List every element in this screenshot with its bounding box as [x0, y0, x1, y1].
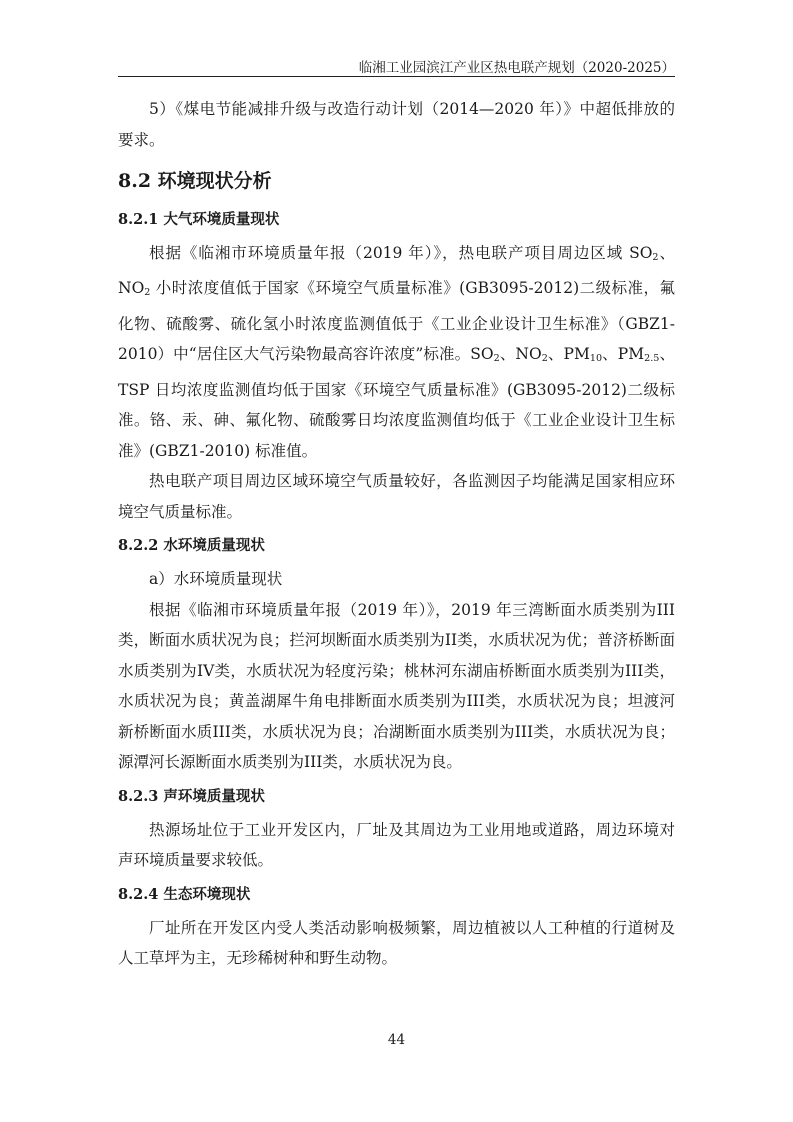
text-run: 、PM [547, 345, 590, 364]
subsection-heading-8-2-1: 8.2.1 大气环境质量现状 [118, 211, 280, 228]
document-body [118, 94, 675, 974]
text-run: 、TSP 日均浓度监测值均低于国家《环境空气质量标准》(GB3095-2012)二级标准。铬、汞、砷、氟化物、硫酸雾日均浓度监测值均低于《工业企业设计卫生标准》(GBZ1-2010) 标准值。 [118, 345, 675, 460]
paragraph-air-summary: 热电联产项目周边区域环境空气质量较好，各监测因子均能满足国家相应环境空气质量标准。 [118, 472, 675, 521]
running-header-title: 临湘工业园滨江产业区热电联产规划（2020-2025） [358, 60, 675, 76]
subscript: 2 [652, 251, 659, 263]
header-divider [118, 76, 675, 77]
text-run: 、NO [499, 345, 542, 364]
section-heading-8-2: 8.2 环境现状分析 [118, 170, 272, 192]
paragraph-water-item-a: a）水环境质量现状 [149, 570, 283, 589]
paragraph-noise: 热源场址位于工业开发区内，厂址及其周边为工业用地或道路，周边环境对声环境质量要求较低。 [118, 820, 675, 870]
text-run: 、PM [602, 345, 645, 364]
subsection-heading-8-2-2: 8.2.2 水环境质量现状 [118, 537, 265, 555]
paragraph-ecology: 厂址所在开发区内受人类活动影响极频繁，周边植被以人工种植的行道树及人工草坪为主，无珍稀树种和野生动物。 [118, 918, 675, 968]
text-run: 、NO [118, 244, 675, 298]
page-number: 44 [387, 1032, 406, 1048]
subscript: 2 [541, 353, 548, 365]
subscript: 2 [493, 353, 500, 365]
subsection-heading-8-2-4: 8.2.4 生态环境现状 [118, 885, 251, 903]
text-run: 根据《临湘市环境质量年报（2019 年）》，热电联产项目周边区域 SO [149, 244, 653, 262]
paragraph-air-quality [118, 238, 675, 466]
text-run: 小时浓度值低于国家《环境空气质量标准》(GB3095-2012)二级标准，氟化物、硫酸雾、硫化氢小时浓度监测值低于《工业企业设计卫生标准》（GBZ1-2010）中“居住区大气污染物最高容许浓度”标准。SO [118, 279, 675, 364]
subscript: 10 [589, 353, 603, 365]
paragraph-intro: 5）《煤电节能减排升级与改造行动计划（2014—2020 年）》中超低排放的要求。 [118, 100, 675, 149]
subsection-heading-8-2-3: 8.2.3 声环境质量现状 [118, 787, 265, 805]
subscript: 2 [144, 287, 151, 299]
paragraph-water-quality: 根据《临湘市环境质量年报（2019 年）》，2019 年三湾断面水质类别为III类，断面水质状况为良；拦河坝断面水质类别为II类，水质状况为优；普济桥断面水质类别为IV类，水质状况为轻度污染；桃林河东湖庙桥断面水质类别为III类，水质状况为良；黄盖湖犀牛角电排断面水质类别为III类，水质状况为良；坦渡河新桥断面水质III类，水质状况为良；冶湖断面水质类别为III类，水质状况为良；源潭河长源断面水质类别为III类，水质状况为良。 [118, 600, 675, 772]
subscript: 2.5 [644, 353, 660, 365]
